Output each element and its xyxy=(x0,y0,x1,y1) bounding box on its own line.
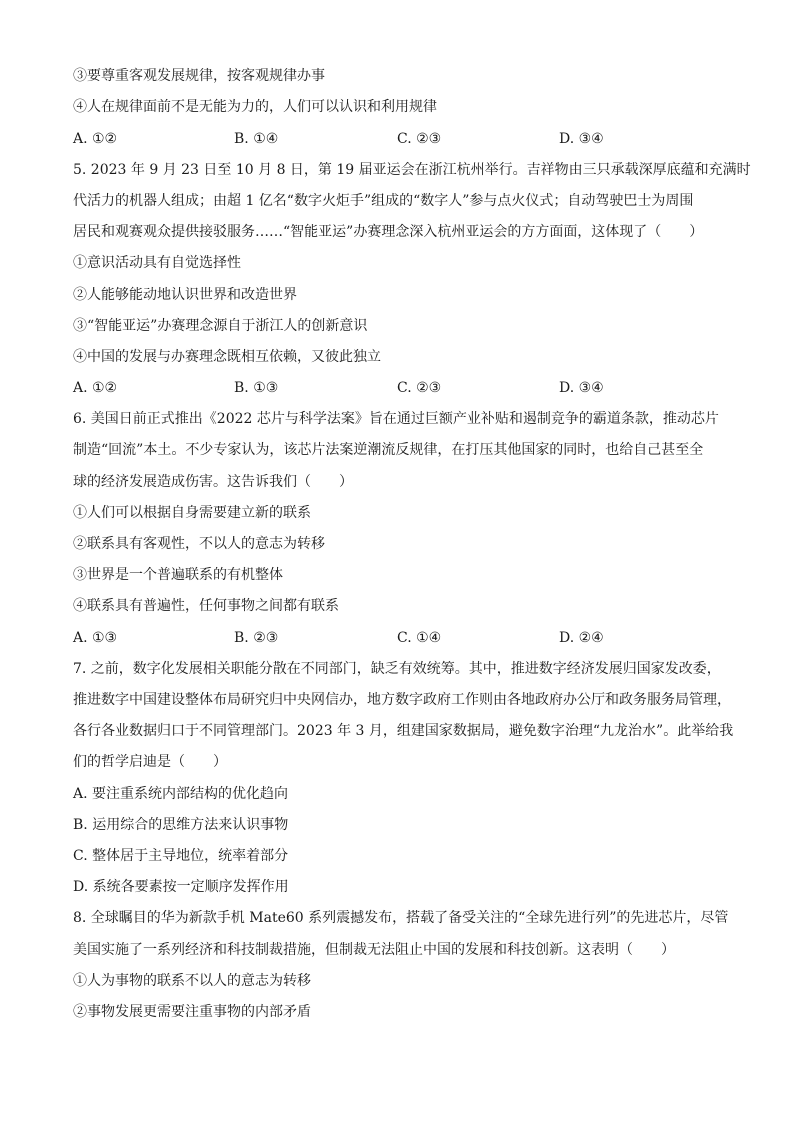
q7-option-b[interactable]: B. 运用综合的思维方法来认识事物 xyxy=(73,817,289,833)
q5-statement-3: ③“智能亚运”办赛理念源自于浙江人的创新意识 xyxy=(73,318,368,334)
q6-stem-line-1: 6. 美国日前正式推出《2022 芯片与科学法案》旨在通过巨额产业补贴和遏制竞争的霸道条款，推动芯片 xyxy=(73,411,719,427)
q7-option-a[interactable]: A. 要注重系统内部结构的优化趋向 xyxy=(73,786,289,802)
q8-stem-line-2: 美国实施了一系列经济和科技制裁措施，但制裁无法阻止中国的发展和科技创新。这表明（ ） xyxy=(73,942,675,958)
q6-stem-line-3: 球的经济发展造成伤害。这告诉我们（ ） xyxy=(73,474,353,490)
q5-statement-2: ②人能够能动地认识世界和改造世界 xyxy=(73,287,297,303)
q7-stem-line-4: 们的哲学启迪是（ ） xyxy=(73,754,227,770)
q4-option-a[interactable]: A. ①② xyxy=(73,131,118,147)
q6-option-a[interactable]: A. ①③ xyxy=(73,630,118,646)
q7-option-d[interactable]: D. 系统各要素按一定顺序发挥作用 xyxy=(73,879,289,895)
q6-option-c[interactable]: C. ①④ xyxy=(397,630,442,646)
q7-stem-line-1: 7. 之前，数字化发展相关职能分散在不同部门，缺乏有效统筹。其中，推进数字经济发展归国家发改委， xyxy=(73,661,721,677)
q8-statement-2: ②事物发展更需要注重事物的内部矛盾 xyxy=(73,1004,311,1020)
q5-statement-1: ①意识活动具有自觉选择性 xyxy=(73,255,241,271)
q8-stem-line-1: 8. 全球瞩目的华为新款手机 Mate60 系列震撼发布，搭载了备受关注的“全球先进行列”的先进芯片，尽管 xyxy=(73,910,729,926)
q5-stem-line-2: 代活力的机器人组成；由超 1 亿名“数字火炬手”组成的“数字人”参与点火仪式；自动驾驶巴士为周围 xyxy=(73,193,694,209)
q5-option-d[interactable]: D. ③④ xyxy=(559,380,604,396)
q6-stem-line-2: 制造“回流”本土。不少专家认为，该芯片法案逆潮流反规律，在打压其他国家的同时，也给自己甚至全 xyxy=(73,442,704,458)
q4-statement-3: ③要尊重客观发展规律，按客观规律办事 xyxy=(73,68,325,84)
q5-option-a[interactable]: A. ①② xyxy=(73,380,118,396)
q4-option-d[interactable]: D. ③④ xyxy=(559,131,604,147)
q5-option-c[interactable]: C. ②③ xyxy=(397,380,442,396)
q5-stem-line-1: 5. 2023 年 9 月 23 日至 10 月 8 日，第 19 届亚运会在浙江杭州举行。吉祥物由三只承载深厚底蕴和充满时 xyxy=(73,162,751,178)
q6-options xyxy=(73,628,733,648)
q6-option-d[interactable]: D. ②④ xyxy=(559,630,604,646)
q8-statement-1: ①人为事物的联系不以人的意志为转移 xyxy=(73,973,311,989)
q7-option-c[interactable]: C. 整体居于主导地位，统率着部分 xyxy=(73,848,289,864)
q5-statement-4: ④中国的发展与办赛理念既相互依赖，又彼此独立 xyxy=(73,349,381,365)
q4-options xyxy=(73,129,733,149)
q6-statement-1: ①人们可以根据自身需要建立新的联系 xyxy=(73,505,311,521)
q6-statement-2: ②联系具有客观性，不以人的意志为转移 xyxy=(73,536,325,552)
q5-options xyxy=(73,378,733,398)
q6-option-b[interactable]: B. ②③ xyxy=(234,630,279,646)
q5-stem-line-3: 居民和观赛观众提供接驳服务……“智能亚运”办赛理念深入杭州亚运会的方方面面，这体现了（ ） xyxy=(73,224,704,240)
q6-statement-3: ③世界是一个普遍联系的有机整体 xyxy=(73,567,283,583)
q4-option-b[interactable]: B. ①④ xyxy=(234,131,279,147)
q4-option-c[interactable]: C. ②③ xyxy=(397,131,442,147)
q7-stem-line-3: 各行各业数据归口于不同管理部门。2023 年 3 月，组建国家数据局，避免数字治理“九龙治水”。此举给我 xyxy=(73,723,734,739)
q5-option-b[interactable]: B. ①③ xyxy=(234,380,279,396)
q4-statement-4: ④人在规律面前不是无能为力的，人们可以认识和利用规律 xyxy=(73,99,437,115)
q7-stem-line-2: 推进数字中国建设整体布局研究归中央网信办，地方数字政府工作则由各地政府办公厅和政务服务局管理， xyxy=(73,692,731,708)
q6-statement-4: ④联系具有普遍性，任何事物之间都有联系 xyxy=(73,598,339,614)
